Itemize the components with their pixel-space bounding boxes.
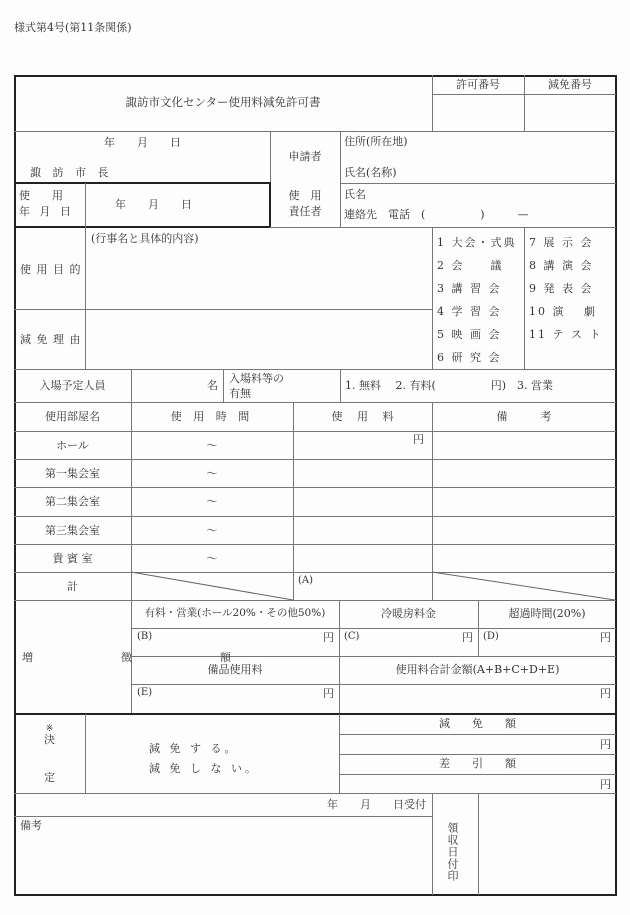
e-marker: (E) <box>137 687 153 698</box>
exemption-number-label: 減免番号 <box>548 78 592 91</box>
difference-amount-field[interactable] <box>345 776 595 792</box>
form-code: 様式第4号(第11条関係) <box>14 21 132 34</box>
reason-field[interactable] <box>87 311 430 367</box>
surcharge-label: 増 徴 額 <box>22 651 253 664</box>
admission-fee-options[interactable]: 1. 無料 2. 有料( 円) 3. 営業 <box>345 379 554 392</box>
responsible-label-line2: 責任者 <box>288 205 322 218</box>
total-label: 計 <box>67 580 78 593</box>
exemption-number-field[interactable] <box>526 96 614 129</box>
fee-field[interactable]: 円 <box>413 433 424 446</box>
exemption-amount-field[interactable] <box>345 736 595 753</box>
b-marker: (B) <box>137 631 153 642</box>
c-amount-field[interactable] <box>370 630 460 654</box>
receipt-stamp-label: 領収日付印 <box>446 822 459 882</box>
total-a-marker: (A) <box>298 575 314 586</box>
decision-label-bottom: 定 <box>44 771 55 784</box>
category-item[interactable]: 4 学 習 会 <box>437 305 502 318</box>
exemption-amount-yen: 円 <box>600 738 611 751</box>
d-yen: 円 <box>600 631 611 644</box>
responsible-name-label: 氏名 <box>344 188 366 201</box>
grand-total-field[interactable] <box>345 686 595 710</box>
remarks-field[interactable] <box>16 834 430 892</box>
category-item[interactable]: 2 会 議 <box>437 259 504 272</box>
col-header-room: 使用部屋名 <box>45 410 100 423</box>
category-item[interactable]: 6 研 究 会 <box>437 351 502 364</box>
b-amount-field[interactable] <box>160 630 310 654</box>
decision-label-top: 決 <box>44 733 55 746</box>
form-title: 諏訪市文化センター使用料減免許可書 <box>125 95 321 109</box>
room-name: 貴 賓 室 <box>52 552 93 565</box>
attendance-unit: 名 <box>207 379 218 392</box>
grand-total-label: 使用料合計金額(A+B+C+D+E) <box>395 663 560 676</box>
purpose-label: 使 用 目 的 <box>20 263 82 276</box>
applicant-name-field[interactable] <box>410 163 610 181</box>
category-item[interactable]: 3 講 習 会 <box>437 282 502 295</box>
address-label: 住所(所在地) <box>344 135 408 148</box>
e-amount-field[interactable] <box>160 686 310 710</box>
category-item[interactable]: 11 テ ス ト <box>529 328 603 341</box>
time-range-field[interactable]: 〜 <box>206 495 218 508</box>
admission-fee-label-line2: 有無 <box>229 387 251 400</box>
attendance-count-field[interactable] <box>133 371 203 400</box>
time-range-field[interactable]: 〜 <box>206 552 218 565</box>
grand-total-yen: 円 <box>600 687 611 700</box>
room-name: 第一集会室 <box>45 467 100 480</box>
received-date[interactable]: 年 月 日受付 <box>327 798 426 811</box>
permit-number-field[interactable] <box>434 96 522 129</box>
contact-phone-label: 連絡先 電話 ( ) — <box>344 208 529 221</box>
d-amount-field[interactable] <box>505 630 595 654</box>
application-date[interactable]: 年 月 日 <box>104 136 181 149</box>
time-range-field[interactable]: 〜 <box>206 467 218 480</box>
c-yen: 円 <box>462 631 473 644</box>
applicant-name-label: 氏名(名称) <box>344 166 397 179</box>
heating-fee-label: 冷暖房料金 <box>381 607 436 620</box>
admission-fee-label-line1: 入場料等の <box>229 372 284 385</box>
category-item[interactable]: 9 発 表 会 <box>529 282 594 295</box>
room-name: ホール <box>56 439 89 452</box>
remarks-label: 備考 <box>20 819 42 832</box>
category-item[interactable]: 7 展 示 会 <box>529 236 594 249</box>
address-field[interactable] <box>410 134 610 152</box>
use-date-value[interactable]: 年 月 日 <box>115 198 192 211</box>
applicant-label: 申請者 <box>288 150 322 163</box>
c-marker: (C) <box>344 631 360 642</box>
paid-business-label: 有料・営業(ホール20%・その他50%) <box>144 607 326 619</box>
d-marker: (D) <box>483 631 499 642</box>
permit-number-label: 許可番号 <box>456 78 500 91</box>
time-range-field[interactable]: 〜 <box>206 439 218 452</box>
responsible-name-field[interactable] <box>370 186 610 204</box>
difference-yen: 円 <box>600 778 611 791</box>
room-name: 第三集会室 <box>45 524 100 537</box>
purpose-hint: (行事名と具体的内容) <box>91 232 199 245</box>
e-yen: 円 <box>323 687 334 700</box>
room-name: 第二集会室 <box>45 495 100 508</box>
b-yen: 円 <box>323 631 334 644</box>
time-range-field[interactable]: 〜 <box>206 524 218 537</box>
receipt-stamp-area[interactable] <box>480 795 614 893</box>
decision-option-exempt[interactable]: 減 免 す る。 <box>149 742 239 755</box>
decision-mark: ※ <box>45 724 54 734</box>
responsible-label-line1: 使 用 <box>288 189 322 202</box>
category-item[interactable]: 5 映 画 会 <box>437 328 502 341</box>
difference-label: 差 引 額 <box>439 757 516 770</box>
exemption-amount-label: 減 免 額 <box>439 717 516 730</box>
category-item[interactable]: 10 演 劇 <box>529 305 597 318</box>
addressee: 諏 訪 市 長 <box>30 166 113 179</box>
reason-label: 減 免 理 由 <box>20 333 82 346</box>
use-date-label-line1: 使 用 <box>19 189 63 202</box>
col-header-remarks: 備 考 <box>496 410 552 423</box>
use-date-label-line2: 年 月 日 <box>19 205 74 218</box>
attendance-label: 入場予定人員 <box>39 379 106 392</box>
purpose-field[interactable] <box>87 250 430 307</box>
overtime-label: 超過時間(20%) <box>508 607 586 620</box>
category-item[interactable]: 8 講 演 会 <box>529 259 594 272</box>
decision-option-not-exempt[interactable]: 減 免 し な い。 <box>149 762 259 775</box>
category-item[interactable]: 1 大会・式典 <box>437 236 517 249</box>
col-header-time: 使 用 時 間 <box>170 410 254 423</box>
col-header-fee: 使 用 料 <box>331 410 394 423</box>
equipment-fee-label: 備品使用料 <box>207 663 263 676</box>
